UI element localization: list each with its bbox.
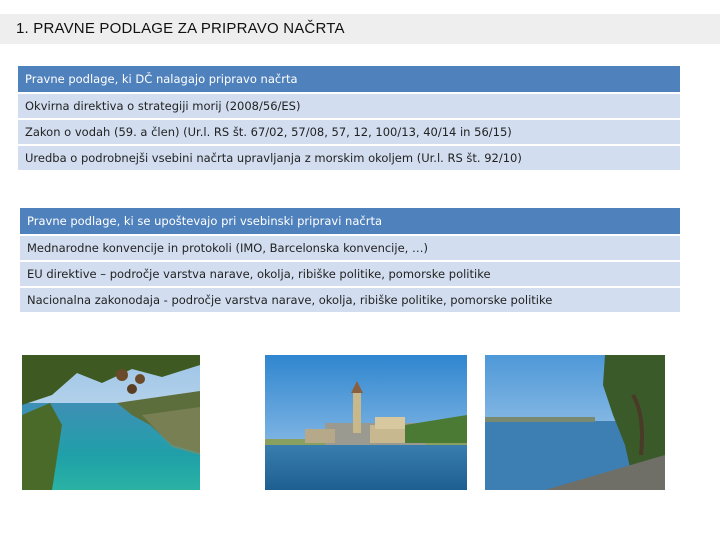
table-row: Nacionalna zakonodaja - področje varstva narave, okolja, ribiške politike, pomorske politike <box>20 286 680 312</box>
legal-basis-table-1 <box>18 66 680 170</box>
table-header: Pravne podlage, ki se upoštevajo pri vsebinski pripravi načrta <box>20 208 680 234</box>
table-row: Mednarodne konvencije in protokoli (IMO, Barcelonska konvencije, …) <box>20 234 680 260</box>
town-photo-belltower <box>265 355 467 490</box>
table-row: EU direktive – področje varstva narave, okolja, ribiške politike, pomorske politike <box>20 260 680 286</box>
bay-photo-tree <box>485 355 665 490</box>
table-row: Okvirna direktiva o strategiji morij (2008/56/ES) <box>18 92 680 118</box>
coast-photo-pines <box>22 355 200 490</box>
table-header: Pravne podlage, ki DČ nalagajo pripravo načrta <box>18 66 680 92</box>
legal-basis-table-2 <box>20 208 680 312</box>
table-row: Zakon o vodah (59. a člen) (Ur.l. RS št. 67/02, 57/08, 57, 12, 100/13, 40/14 in 56/15) <box>18 118 680 144</box>
table-row: Uredba o podrobnejši vsebini načrta upravljanja z morskim okoljem (Ur.l. RS št. 92/10) <box>18 144 680 170</box>
page-title: 1. PRAVNE PODLAGE ZA PRIPRAVO NAČRTA <box>16 20 345 37</box>
